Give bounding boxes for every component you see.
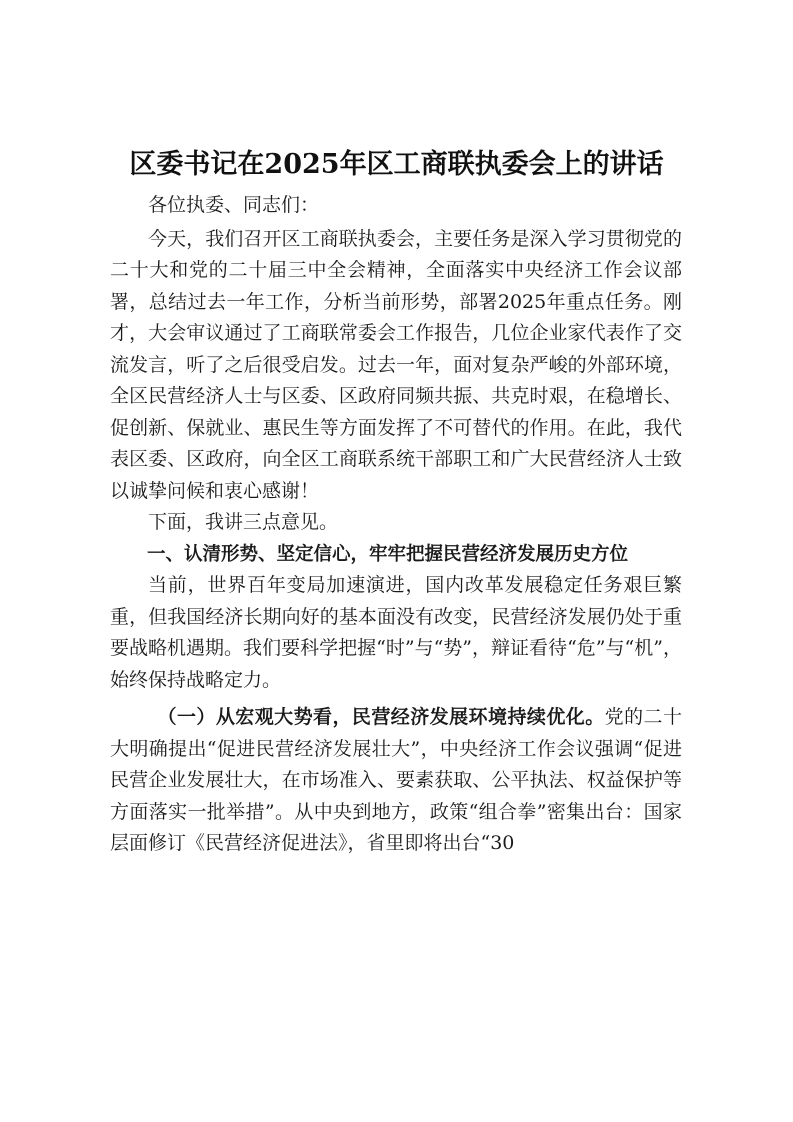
section-heading-1: 一、认清形势、坚定信心，牢牢把握民营经济发展历史方位 (147, 543, 629, 565)
opening-paragraph: 今天，我们召开区工商联执委会，主要任务是深入学习贯彻党的二十大和党的二十届三中全会精神，全面落实中央经济工作会议部署，总结过去一年工作，分析当前形势，部署2025年重点任务。刚才，大会审议通过了工商联常委会工作报告，几位企业家代表作了交流发言，听了之后很受启发。过去一年，面对复杂严峻的外部环境，全区民营经济人士与区委、区政府同频共振、共克时艰，在稳增长、促创新、保就业、惠民生等方面发挥了不可替代的作用。在此，我代表区委、区政府，向全区工商联系统干部职工和广大民营经济人士致以诚挚问候和衷心感谢！ (110, 227, 682, 502)
situation-paragraph: 当前，世界百年变局加速演进，国内改革发展稳定任务艰巨繁重，但我国经济长期向好的基本面没有改变，民营经济发展仍处于重要战略机遇期。我们要科学把握“时”与“势”，辩证看待“危”与“机”，始终保持战略定力。 (110, 574, 682, 691)
subsection-lead-1: （一）从宏观大势看，民营经济发展环境持续优化。 (157, 706, 605, 728)
document-body (110, 190, 682, 860)
transition-paragraph: 下面，我讲三点意见。 (148, 511, 339, 533)
subsection-text-1: 党的二十大明确提出“促进民营经济发展壮大”，中央经济工作会议强调“促进民营企业发展壮大，在市场准入、要素获取、公平执法、权益保护等方面落实一批举措”。从中央到地方，政策“组合拳”密集出台：国家层面修订《民营经济促进法》，省里即将出台“30 (110, 706, 682, 854)
greeting-paragraph: 各位执委、同志们： (148, 194, 320, 216)
subsection-paragraph-1 (110, 702, 682, 860)
document-title: 区委书记在2025年区工商联执委会上的讲话 (129, 149, 664, 180)
